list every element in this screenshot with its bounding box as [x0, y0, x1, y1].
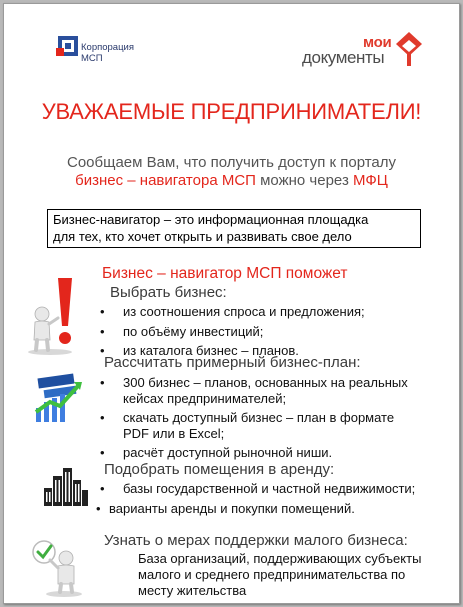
- section-heading-support: Узнать о мерах поддержки малого бизнеса:: [104, 532, 408, 549]
- list-item: • базы государственной и частной недвижимости;: [100, 481, 416, 496]
- list-item: • скачать доступный бизнес – план в формате PDF или в Excel;: [100, 410, 395, 441]
- checkmark-figure-icon: [30, 536, 90, 598]
- section-heading-business-plan: Рассчитать примерный бизнес-план:: [104, 354, 361, 371]
- section-heading-choose-business: Выбрать бизнес:: [110, 284, 227, 301]
- flyer-page: [3, 3, 460, 604]
- list-item: • расчёт доступной рыночной ниши.: [100, 445, 333, 460]
- business-plan-list: [97, 375, 417, 465]
- list-item: • из каталога бизнес – планов.: [100, 343, 299, 358]
- list-item: • варианты аренды и покупки помещений.: [96, 500, 355, 516]
- subheadline: Бизнес – навигатор МСП поможет: [102, 265, 348, 282]
- md-logo-bottom: документы: [302, 48, 385, 67]
- section-heading-premises: Подобрать помещения в аренду:: [104, 461, 335, 478]
- definition-box: [47, 209, 421, 248]
- moi-dokumenty-logo-icon: [396, 32, 422, 66]
- intro-line-2: [4, 172, 459, 190]
- intro-text: [4, 154, 459, 190]
- md-logo-top: мои: [363, 34, 392, 51]
- intro-mid: можно через: [255, 172, 353, 189]
- exclamation-figure-icon: [20, 274, 80, 356]
- page-title: УВАЖАЕМЫЕ ПРЕДПРИНИМАТЕЛИ!: [41, 99, 422, 124]
- business-results-icon: [30, 372, 84, 426]
- intro-line-1: Сообщаем Вам, что получить доступ к порталу: [67, 154, 396, 171]
- buildings-icon: [44, 466, 88, 506]
- premises-list: [97, 481, 417, 520]
- list-item: • из соотношения спроса и предложения;: [100, 304, 365, 319]
- definition-line-1: Бизнес-навигатор – это информационная площадка: [53, 212, 369, 227]
- list-item: • по объёму инвестиций;: [100, 323, 264, 339]
- support-text: База организаций, поддерживающих субъекты малого и среднего предпринимательства по месту жительства: [138, 551, 422, 598]
- definition-line-2: для тех, кто хочет открыть и развивать свое дело: [53, 229, 352, 244]
- intro-highlight-mfc: МФЦ: [353, 172, 388, 189]
- msp-logo-icon: [56, 34, 80, 58]
- msp-logo-text: Корпорация МСП: [81, 42, 134, 64]
- list-item: • 300 бизнес – планов, основанных на реальных кейсах предпринимателей;: [100, 375, 408, 406]
- intro-highlight-navigator: бизнес – навигатора МСП: [75, 172, 256, 189]
